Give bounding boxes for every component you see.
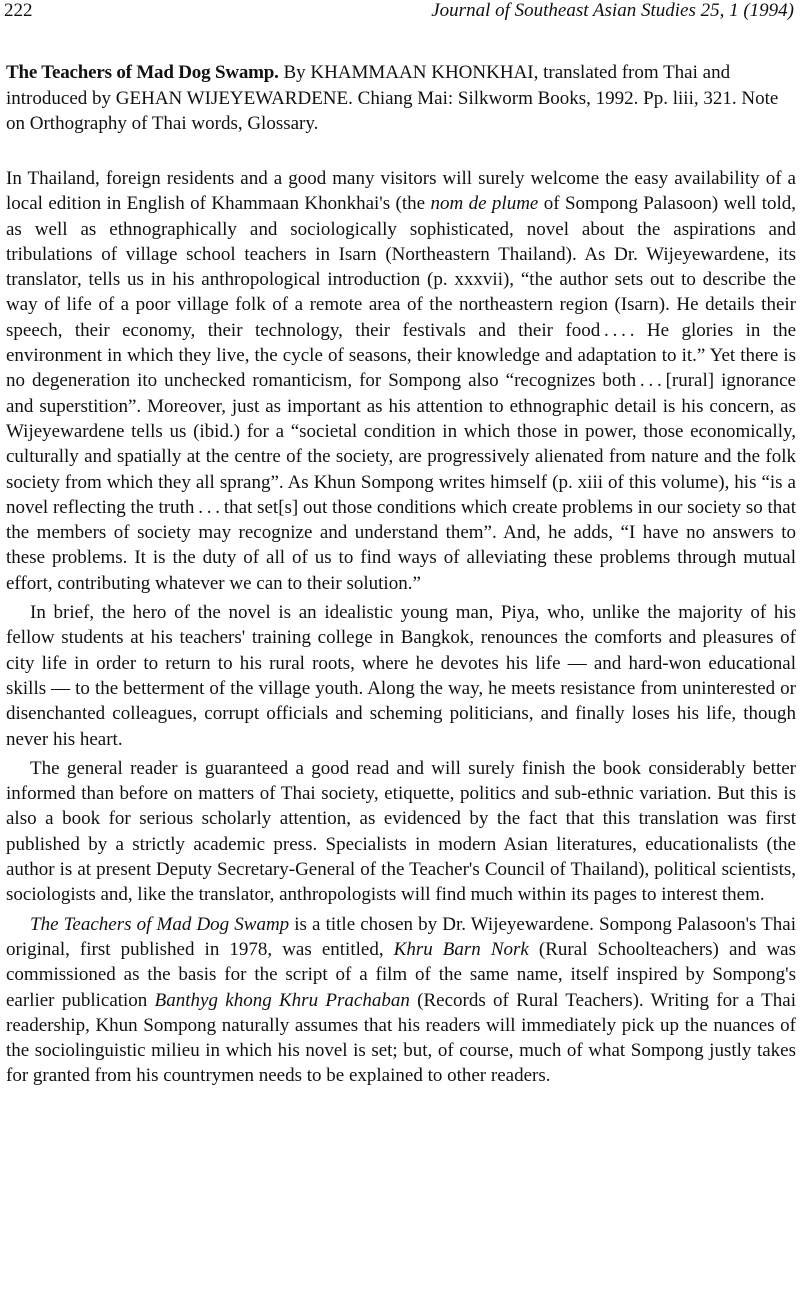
author-prefix: By <box>278 62 311 83</box>
book-author: KHAMMAAN KHONKHAI <box>310 62 534 83</box>
paragraph-4-text-f: (Records of Rural Teachers). Writing for a Thai readership, Khun Sompong naturally assumes that his readers will immediately pick up the nuances of the sociolinguistic milieu in which his novel is set; but, of course, much of what Sompong justly takes for granted from his countrymen needs to be explained to other readers. <box>6 989 796 1087</box>
book-translator: GEHAN WIJEYEWARDENE <box>115 87 349 109</box>
paragraph-4-text-b: is a title chosen by Dr. Wijeyewardene. Sompong Palasoon's Thai original, first published in 1978, was entitled, <box>6 913 796 960</box>
paragraph-1 <box>6 166 796 596</box>
paragraph-2: In brief, the hero of the novel is an idealistic young man, Piya, who, unlike the majority of his fellow students at his teachers' training college in Bangkok, renounces the comforts and pleasures of city life in order to return to his rural roots, where he devotes his life — and hard-won educational skills — to the betterment of the village youth. Along the way, he meets resistance from uninterested or disenchanted colleagues, corrupt officials and scheming politicians, and finally loses his life, though never his heart. <box>6 602 796 750</box>
paragraph-1-italic: nom de plume <box>430 193 539 215</box>
review-body <box>6 166 796 1089</box>
book-title: The Teachers of Mad Dog Swamp. <box>6 62 279 83</box>
publication-details: . Chiang Mai: Silkworm Books, 1992. Pp. liii, 321. Note on Orthography of Thai words, Glossary. <box>6 87 779 134</box>
paragraph-3: The general reader is guaranteed a good read and will surely finish the book considerably better informed than before on matters of Thai society, etiquette, politics and sub-ethnic variation. But this is also a book for serious scholarly attention, as evidenced by the fact that this translation was first published by a strictly academic press. Specialists in modern Asian literatures, educationalists (the author is at present Deputy Secretary-General of the Teacher's Council of Thailand), political scientists, sociologists and, like the translator, anthropologists will find much within its pages to interest them. <box>6 757 796 906</box>
paragraph-4-italic-earlier-work: Banthyg khong Khru Prachaban <box>154 989 410 1011</box>
paragraph-4-text-d: (Rural Schoolteachers) and was commissioned as the basis for the script of a film of the same name, itself inspired by Sompong's earlier publication <box>6 938 796 1011</box>
paragraph-1-text-a: In Thailand, foreign residents and a good many visitors will surely welcome the easy availability of a local edition in English of Khammaan Khonkhai's (the <box>6 168 796 215</box>
paragraph-1-text-c: of Sompong Palasoon) well told, as well as ethnographically and sociologically sophisticated, novel about the aspirations and tribulations of village school teachers in Isarn (Northeastern Thailand). As Dr. Wijeyewardene, its translator, tells us in his anthropological introduction (p. xxxvii), “the author sets out to describe the way of life of a poor village folk of a remote area of the northeastern region (Isarn). He details their speech, their economy, their technology, their festivals and their food . . . . He glories in the environment in which they live, the cycle of seasons, their knowledge and adaptation to it.” Yet there is no degeneration ito unchecked romanticism, for Sompong also “recognizes both . . . [rural] ignorance and superstition”. Moreover, just as important as his attention to ethnographic detail is his concern, as Wijeyewardene tells us (ibid.) for a “societal condition in which those in power, those economically, culturally and spatially at the centre of the society, are progressively alienated from nature and the folk society from which they all sprang”. As Khun Sompong writes himself (p. xiii of this volume), his “is a novel reflecting the truth . . . that set[s] out those conditions which create problems in our society so that the members of society may recognize and understand them”. And, he adds, “I have no answers to these problems. It is the duty of all of us to find ways of alleviating these problems through mutual effort, contributing whatever we can to their solution.” <box>6 193 796 594</box>
journal-title: Journal of Southeast Asian Studies 25, 1 (1994) <box>431 0 794 21</box>
paragraph-4-italic-title: The Teachers of Mad Dog Swamp <box>30 913 290 935</box>
translator-prefix: , translated from Thai and introduced by <box>6 62 731 109</box>
paragraph-4 <box>6 912 796 1089</box>
page-number: 222 <box>4 0 33 21</box>
paragraph-4-italic-thai-title: Khru Barn Nork <box>393 938 529 960</box>
running-head <box>4 0 794 26</box>
book-citation <box>6 60 796 137</box>
